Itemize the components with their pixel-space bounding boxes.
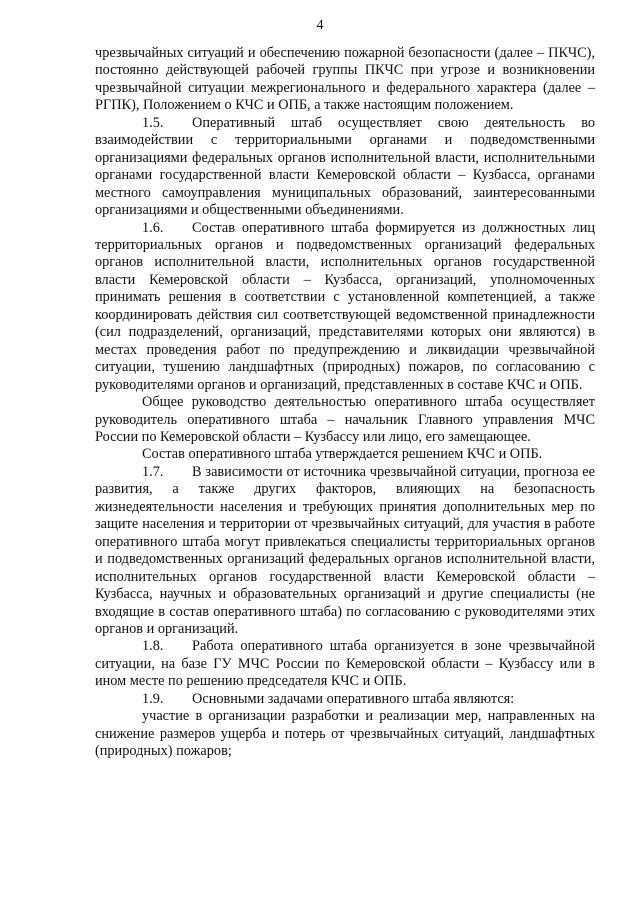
- paragraph-1-5: 1.5. Оперативный штаб осуществляет свою деятельность во взаимодействии с территориальными органами и подведомственными организациями федеральных органов исполнительной власти, исполнительными органами государственной власти Кемеровской области – Кузбасса, органами местного самоуправления муниципальных образований, заинтересованными организациями и общественными объединениями.: [95, 114, 595, 219]
- document-body: [95, 45, 595, 761]
- paragraph-general-leadership: Общее руководство деятельностью оперативного штаба осуществляет руководитель оперативного штаба – начальник Главного управления МЧС России по Кемеровской области – Кузбассу или лицо, его замещающее.: [95, 394, 595, 445]
- paragraph-task-item: участие в организации разработки и реализации мер, направленных на снижение размеров ущерба и потерь от чрезвычайных ситуаций, ландшафтных (природных) пожаров;: [95, 708, 595, 760]
- paragraph-continuation: чрезвычайных ситуаций и обеспечению пожарной безопасности (далее – ПКЧС), постоянно действующей рабочей группы ПКЧС при угрозе и возникновении чрезвычайной ситуации межрегионального и федерального характера (далее – РГПК), Положением о КЧС и ОПБ, а также настоящим положением.: [95, 45, 595, 114]
- paragraph-1-8: 1.8. Работа оперативного штаба организуется в зоне чрезвычайной ситуации, на базе ГУ МЧС России по Кемеровской области – Кузбассу или в ином месте по решению председателя КЧС и ОПБ.: [95, 638, 595, 690]
- paragraph-1-6: 1.6. Состав оперативного штаба формируется из должностных лиц территориальных органов и подведомственных организаций федеральных органов исполнительной власти, исполнительных органов государственной власти Кемеровской области – Кузбасса, организаций, уполномоченных принимать решения в соответствии с установленной компетенцией, а также координировать действия сил соответствующей ведомственной принадлежности (сил подразделений, организаций, представителями которых они являются) в местах проведения работ по предупреждению и ликвидации чрезвычайной ситуации, тушению ландшафтных (природных) пожаров, по согласованию с руководителями органов и организаций, представленных в составе КЧС и ОПБ.: [95, 219, 595, 393]
- page-number: 4: [316, 18, 324, 33]
- paragraph-1-9: 1.9. Основными задачами оперативного штаба являются:: [142, 690, 515, 707]
- paragraph-staff-composition: Состав оперативного штаба утверждается решением КЧС и ОПБ.: [142, 446, 543, 463]
- paragraph-1-7: 1.7. В зависимости от источника чрезвычайной ситуации, прогноза ее развития, а также других факторов, влияющих на безопасность жизнедеятельности населения и требующих принятия дополнительных мер по защите населения и территории от чрезвычайных ситуаций, для участия в работе оперативного штаба могут привлекаться специалисты территориальных органов и подведомственных организаций федеральных органов исполнительной власти, исполнительных органов государственной власти Кемеровской области – Кузбасса, научных и образовательных организаций и другие специалисты (не входящие в состав оперативного штаба) по согласованию с руководителями этих органов и организаций.: [95, 463, 595, 637]
